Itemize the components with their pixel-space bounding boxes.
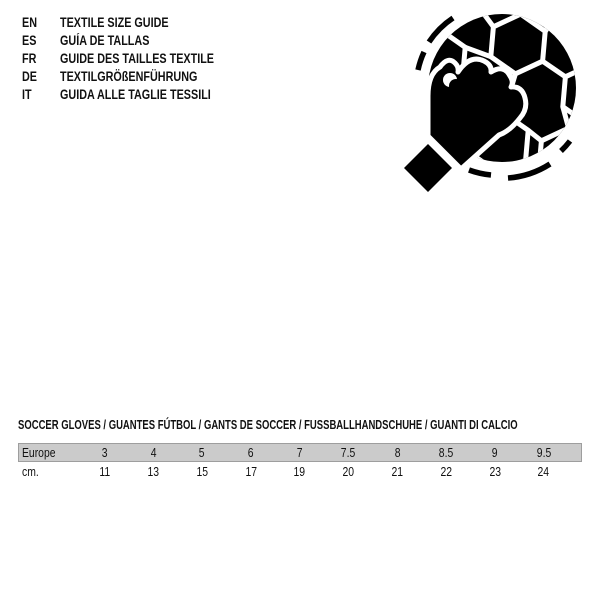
size-value: 8.5 (438, 445, 454, 460)
language-code: IT (22, 86, 32, 102)
row-label: cm. (22, 464, 39, 479)
size-value: 23 (488, 464, 501, 479)
size-value: 24 (537, 464, 550, 479)
language-row (22, 85, 253, 103)
size-value: 22 (440, 464, 452, 479)
size-value: 4 (150, 445, 157, 460)
language-label: TEXTILE SIZE GUIDE (60, 14, 169, 30)
language-label: TEXTILGRÖßENFÜHRUNG (60, 68, 198, 84)
language-code: FR (22, 50, 37, 66)
size-value: 7 (296, 445, 303, 460)
size-table-row-europe (18, 443, 582, 462)
size-value: 17 (244, 464, 257, 479)
language-code: DE (22, 68, 38, 84)
size-value: 3 (101, 445, 108, 460)
size-value: 8 (394, 445, 401, 460)
size-value: 19 (293, 464, 306, 479)
size-value: 9.5 (536, 445, 551, 460)
size-value: 9 (491, 445, 498, 460)
size-value: 20 (342, 464, 355, 479)
language-label: GUIDA ALLE TAGLIE TESSILI (60, 86, 211, 102)
size-table (18, 443, 582, 481)
size-value: 6 (247, 445, 254, 460)
size-table-heading: SOCCER GLOVES / GUANTES FÚTBOL / GANTS DE SOCCER / FUSSBALLHANDSCHUHE / GUANTI DI CALCIO (18, 417, 518, 432)
size-value: 5 (199, 445, 205, 460)
size-value: 21 (391, 464, 403, 479)
language-label: GUÍA DE TALLAS (60, 32, 150, 48)
language-code: ES (22, 32, 37, 48)
language-label: GUIDE DES TAILLES TEXTILE (60, 50, 215, 66)
size-value: 7.5 (341, 445, 356, 460)
language-code: EN (22, 14, 38, 30)
row-label: Europe (22, 445, 56, 460)
language-row (22, 67, 253, 85)
size-value: 13 (147, 464, 159, 479)
size-value: 11 (98, 464, 110, 479)
language-list (22, 13, 253, 103)
size-table-row-cm (18, 462, 582, 481)
language-row (22, 13, 253, 31)
glove-soccer-ball-icon (398, 8, 588, 198)
language-row (22, 49, 253, 67)
language-row (22, 31, 253, 49)
goalkeeper-glove-icon (404, 59, 526, 192)
size-value: 15 (196, 464, 208, 479)
